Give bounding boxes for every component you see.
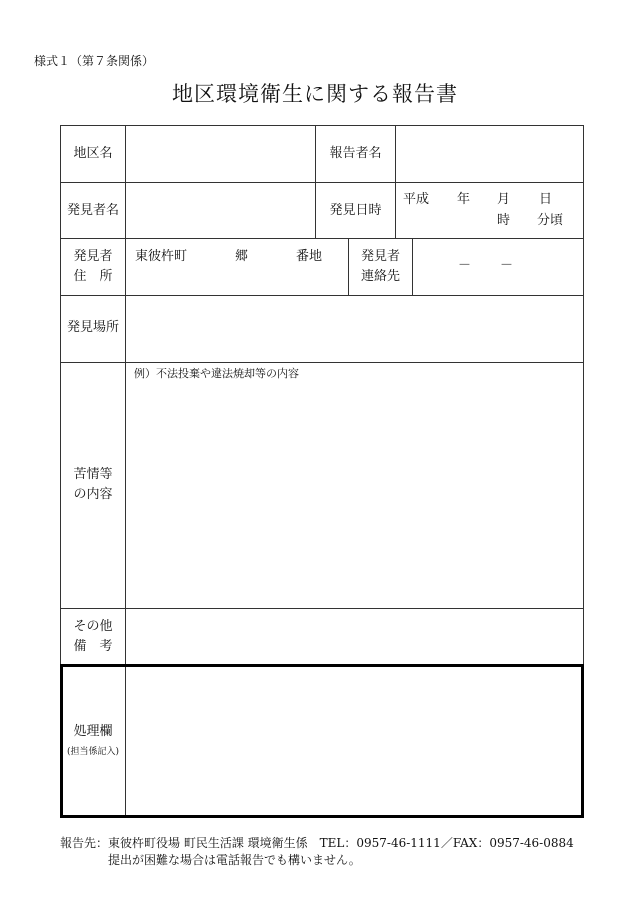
reporter-field[interactable] xyxy=(396,126,583,182)
date-month: 月 xyxy=(497,192,511,207)
found-datetime-label: 発見日時 xyxy=(329,203,382,218)
location-field[interactable] xyxy=(126,296,583,362)
form-number: 様式１（第７条関係） xyxy=(34,54,155,68)
contact-dash-1: － xyxy=(458,258,472,273)
processing-label-line2: (担当係記入) xyxy=(66,747,120,757)
footer-note-line: 提出が困難な場合は電話報告でも構いません。 xyxy=(108,853,361,867)
complaint-label-line2: の内容 xyxy=(73,487,113,502)
footer-note xyxy=(60,835,574,869)
other-remarks-label-line1: その他 xyxy=(73,619,113,634)
report-form-table xyxy=(60,125,584,818)
date-minute: 分頃 xyxy=(537,213,564,228)
complaint-field[interactable] xyxy=(126,363,583,608)
finder-contact-label-line1: 発見者 xyxy=(360,249,400,264)
footer-contact-line: 報告先：東彼杵町役場 町民生活課 環境衛生係 TEL：0957‐46‐1111／FAX：0957-46-0884 xyxy=(60,836,574,850)
location-label: 発見場所 xyxy=(66,320,119,335)
finder-contact-field[interactable] xyxy=(413,239,583,295)
finder-contact-label xyxy=(348,247,413,287)
finder-contact-label-line2: 連絡先 xyxy=(360,269,400,284)
district-label: 地区名 xyxy=(73,146,113,161)
page-title: 地区環境衛生に関する報告書 xyxy=(172,82,458,106)
processing-label xyxy=(60,722,126,762)
address-banchi: 番地 xyxy=(296,249,323,264)
processing-label-line1: 処理欄 xyxy=(73,724,113,739)
address-go: 郷 xyxy=(235,249,249,264)
finder-address-label-line2: 住 所 xyxy=(73,269,113,284)
district-field[interactable] xyxy=(126,126,315,182)
date-day: 日 xyxy=(539,192,553,207)
date-era: 平成 xyxy=(403,192,430,207)
complaint-label-line1: 苦情等 xyxy=(73,467,113,482)
reporter-label: 報告者名 xyxy=(329,146,382,161)
finder-address-label xyxy=(60,247,126,287)
processing-field[interactable] xyxy=(126,668,580,815)
contact-dash-2: － xyxy=(500,258,514,273)
column-divider xyxy=(315,125,316,238)
date-hour: 時 xyxy=(497,213,511,228)
finder-address-label-line1: 発見者 xyxy=(73,249,113,264)
complaint-label xyxy=(60,465,126,505)
finder-address-field[interactable] xyxy=(126,239,348,295)
finder-field[interactable] xyxy=(126,183,315,238)
address-town: 東彼杵町 xyxy=(135,249,188,264)
other-remarks-label-line2: 備 考 xyxy=(73,639,113,654)
complaint-example-hint: 例）不法投棄や違法焼却等の内容 xyxy=(134,367,299,380)
date-year: 年 xyxy=(457,192,471,207)
finder-label: 発見者名 xyxy=(66,203,119,218)
other-remarks-field[interactable] xyxy=(126,609,583,665)
other-remarks-label xyxy=(60,617,126,657)
